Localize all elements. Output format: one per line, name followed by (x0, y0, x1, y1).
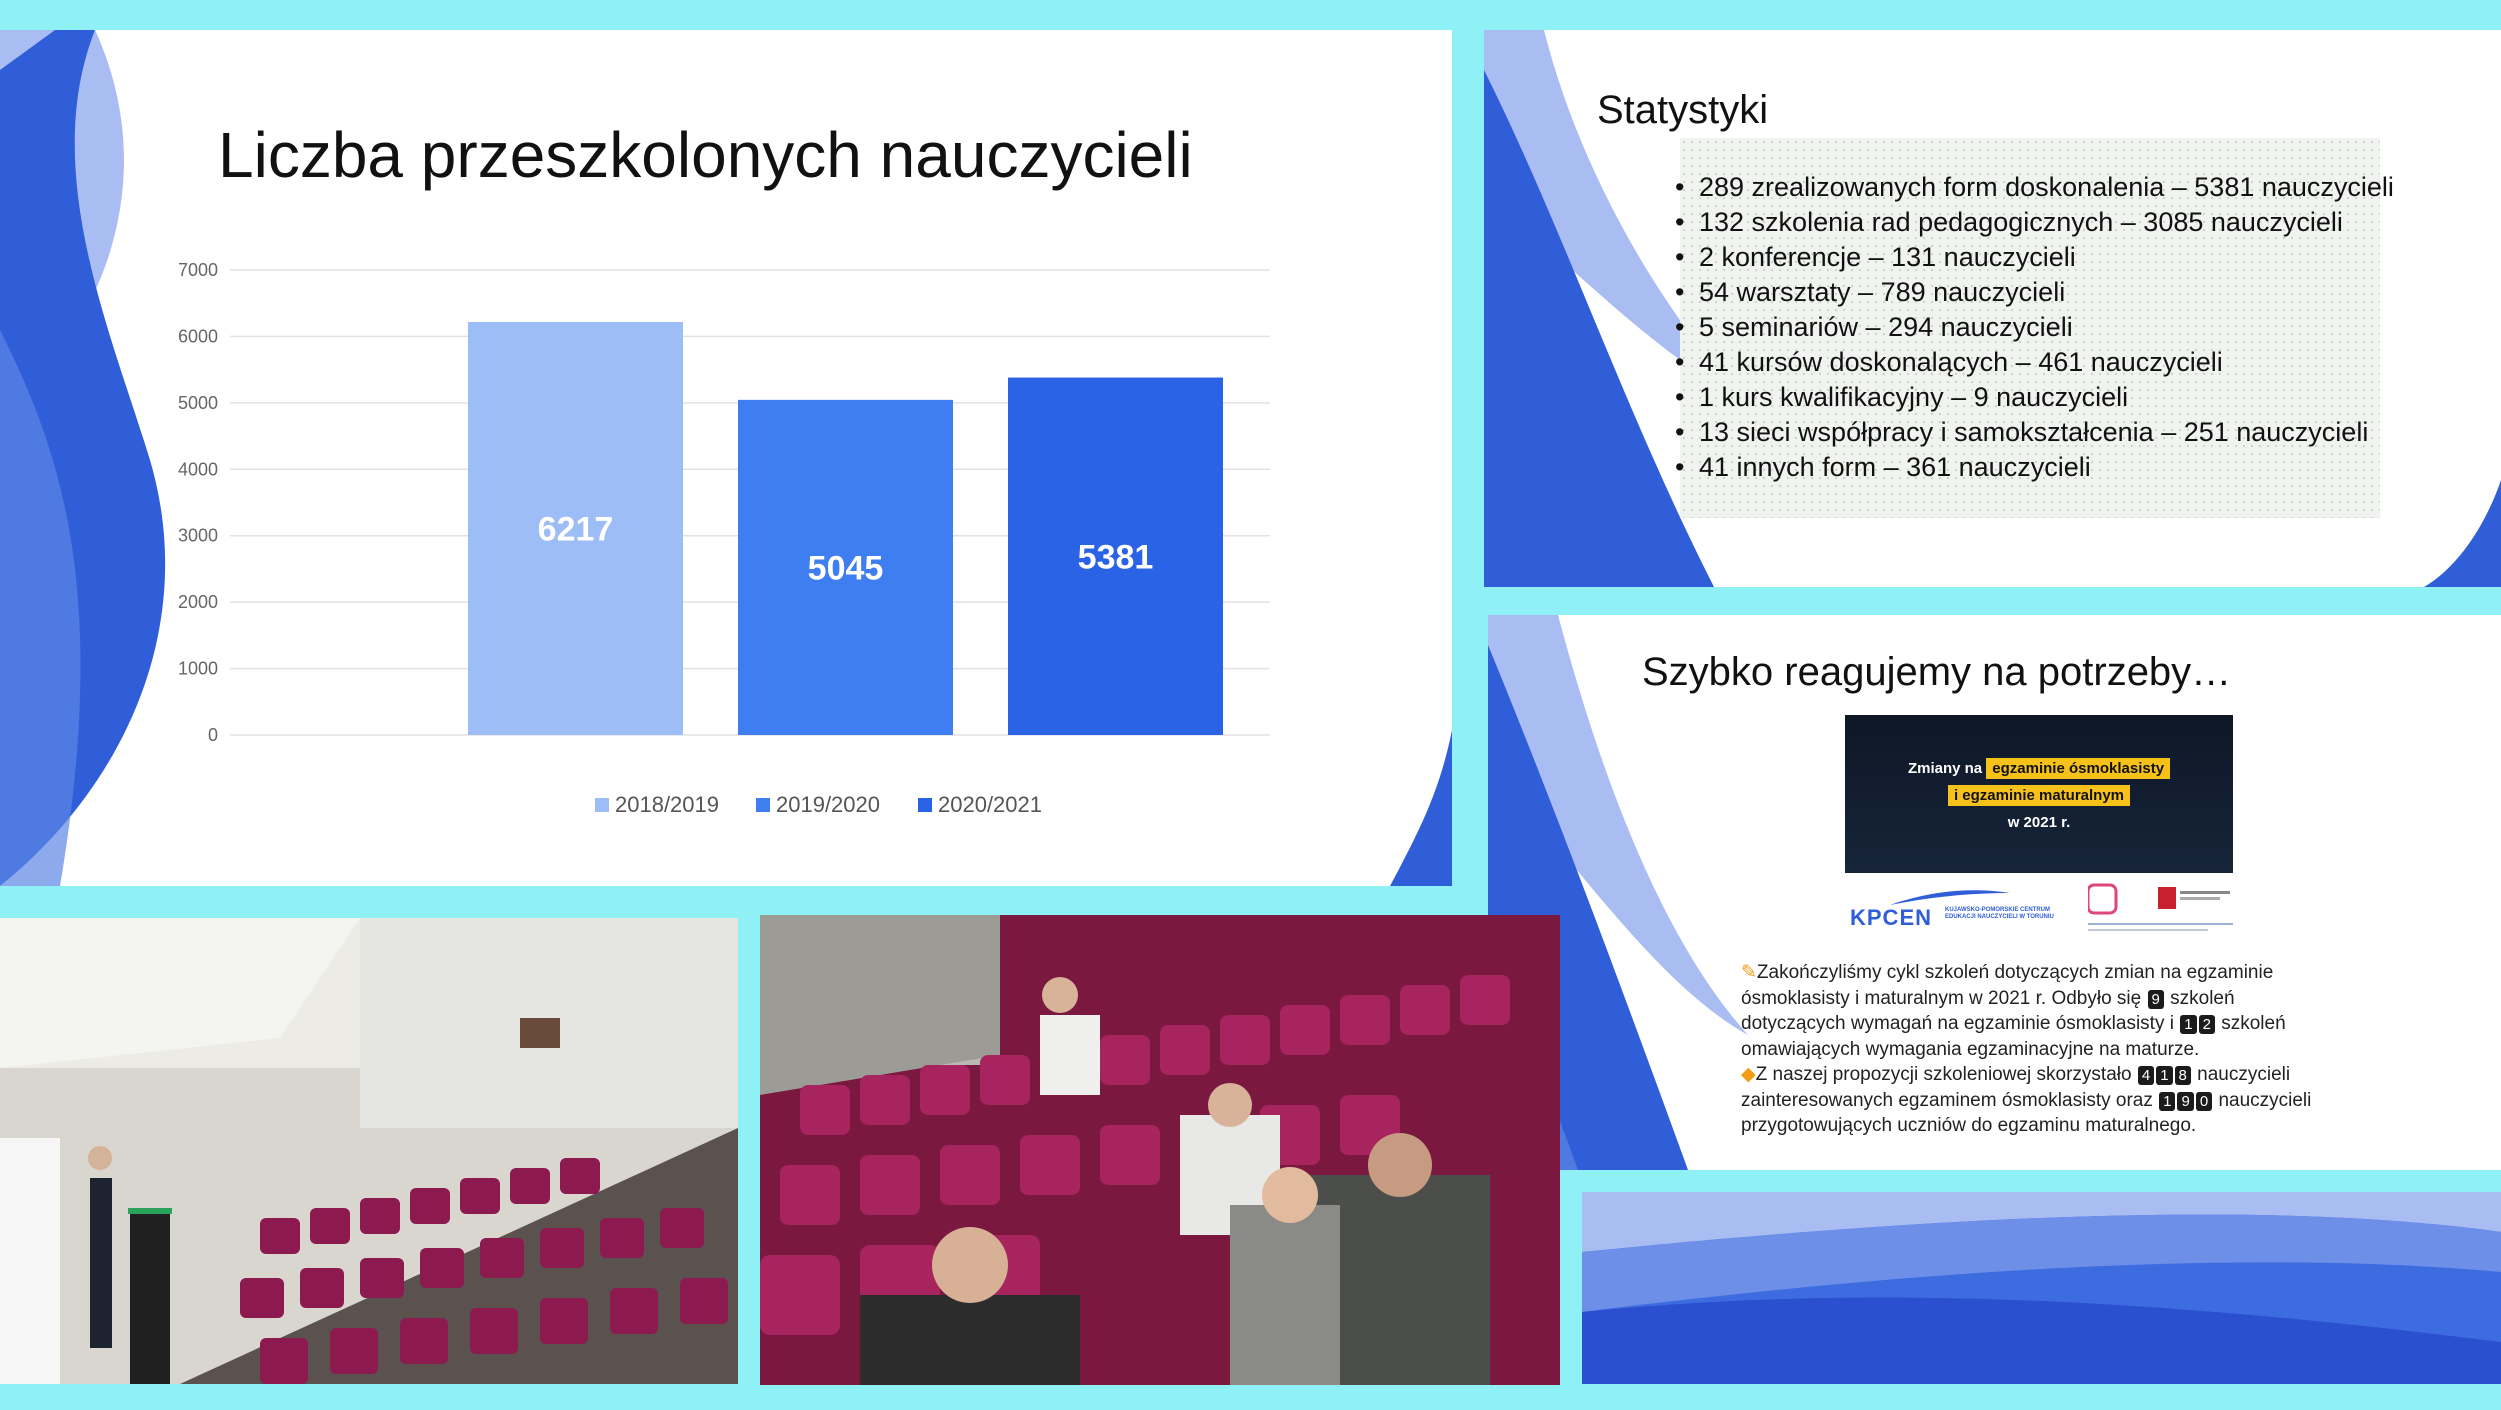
auditorium-photo (0, 918, 738, 1384)
exam-training-notice (1741, 960, 2361, 1139)
y-tick-label: 3000 (177, 525, 218, 546)
kpcen-logo-subtitle: KUJAWSKO-POMORSKIE CENTRUM EDUKACJI NAUCZYCIELI W TORUNIU (1945, 907, 2054, 920)
digit-badge: 1 (2159, 1092, 2175, 1111)
chart-slide (0, 30, 1452, 886)
legend-swatch (595, 798, 609, 812)
pencil-icon: ✎ (1741, 962, 1757, 983)
digit-badge: 9 (2148, 990, 2164, 1009)
notice-text: szkoleń (2221, 1013, 2286, 1034)
stats-item: • 41 innych form – 361 nauczycieli (1675, 450, 2394, 485)
notice-text: Z naszej propozycji szkoleniowej skorzystało (1755, 1064, 2132, 1085)
digit-badge: 0 (2196, 1092, 2212, 1111)
notice-text: omawiających wymagania egzaminacyjne na maturze. (1741, 1038, 2200, 1060)
partner-logos (2088, 883, 2233, 938)
stats-item: • 54 warsztaty – 789 nauczycieli (1675, 275, 2394, 310)
digit-badge: 1 (2156, 1066, 2172, 1085)
stats-slide (1484, 30, 2501, 587)
partner-logo-icons (2088, 883, 2233, 938)
notice-text: przygotowujących uczniów do egzaminu maturalnego. (1741, 1115, 2197, 1136)
photo-audience (760, 915, 1560, 1385)
notice-text: zainteresowanych egzaminem ósmoklasisty oraz (1741, 1089, 2153, 1111)
bar-chart (150, 260, 1270, 840)
notice-text: szkoleń (2170, 987, 2235, 1009)
legend-label: 2018/2019 (615, 792, 719, 817)
kpcen-swoosh-icon (1890, 887, 2010, 907)
kpcen-logo-text: KPCEN (1850, 905, 1933, 930)
y-tick-label: 6000 (177, 326, 218, 347)
blue-wave-decoration (1582, 1192, 2501, 1384)
legend-swatch (918, 798, 932, 812)
stats-item: • 13 sieci współpracy i samokształcenia – 251 nauczycieli (1675, 415, 2394, 450)
bar-data-label: 6217 (537, 510, 614, 549)
chart-title: Liczba przeszkolonych nauczycieli (218, 119, 1193, 191)
stats-title: Statystyki (1597, 88, 1769, 132)
card-suffix: w 2021 r. (2007, 814, 2071, 831)
digit-badge: 2 (2199, 1015, 2215, 1034)
card-prefix: Zmiany na (1907, 760, 1983, 777)
audience-photo (760, 915, 1560, 1385)
orange-diamond-icon: ◆ (1741, 1064, 1756, 1085)
notice-text: nauczycieli (2197, 1064, 2291, 1085)
exam-changes-card (1845, 715, 2233, 873)
digit-badge: 4 (2138, 1066, 2154, 1085)
legend-swatch (756, 798, 770, 812)
y-tick-label: 7000 (177, 260, 218, 280)
y-tick-label: 5000 (177, 392, 218, 413)
legend-label: 2020/2021 (938, 792, 1042, 817)
digit-badge: 8 (2175, 1066, 2191, 1085)
stats-item: • 2 konferencje – 131 nauczycieli (1675, 240, 2394, 275)
digit-badge: 9 (2177, 1092, 2193, 1111)
bar-data-label: 5381 (1077, 538, 1154, 577)
notice-text: Zakończyliśmy cykl szkoleń dotyczących zmian na egzaminie (1756, 962, 2274, 983)
stats-item: • 132 szkolenia rad pedagogicznych – 3085 nauczycieli (1675, 205, 2394, 240)
card-highlight-1: egzaminie ósmoklasisty (1986, 758, 2170, 779)
stats-item: • 289 zrealizowanych form doskonalenia – 5381 nauczycieli (1675, 170, 2394, 205)
react-title: Szybko reagujemy na potrzeby… (1642, 650, 2232, 694)
kpcen-logo (1850, 887, 2080, 937)
digit-badge: 1 (2180, 1015, 2196, 1034)
y-tick-label: 4000 (177, 459, 218, 480)
bar-data-label: 5045 (807, 549, 884, 588)
stats-item: • 1 kurs kwalifikacyjny – 9 nauczycieli (1675, 380, 2394, 415)
legend-label: 2019/2020 (776, 792, 880, 817)
notice-text: nauczycieli (2218, 1089, 2312, 1111)
blue-decor-slide (1582, 1192, 2501, 1384)
stats-item: • 5 seminariów – 294 nauczycieli (1675, 310, 2394, 345)
notice-text: ósmoklasisty i maturalnym w 2021 r. Odbyło się (1741, 987, 2142, 1009)
react-slide (1488, 615, 2501, 1170)
y-tick-label: 1000 (177, 658, 218, 679)
photo-auditorium-speaker (0, 918, 738, 1384)
card-highlight-2: i egzaminie maturalnym (1948, 785, 2130, 806)
notice-text: dotyczących wymagań na egzaminie ósmoklasisty i (1741, 1013, 2174, 1034)
y-tick-label: 2000 (177, 592, 218, 613)
stats-item: • 41 kursów doskonalących – 461 nauczycieli (1675, 345, 2394, 380)
y-tick-label: 0 (207, 725, 218, 745)
stats-list (1675, 170, 2394, 485)
